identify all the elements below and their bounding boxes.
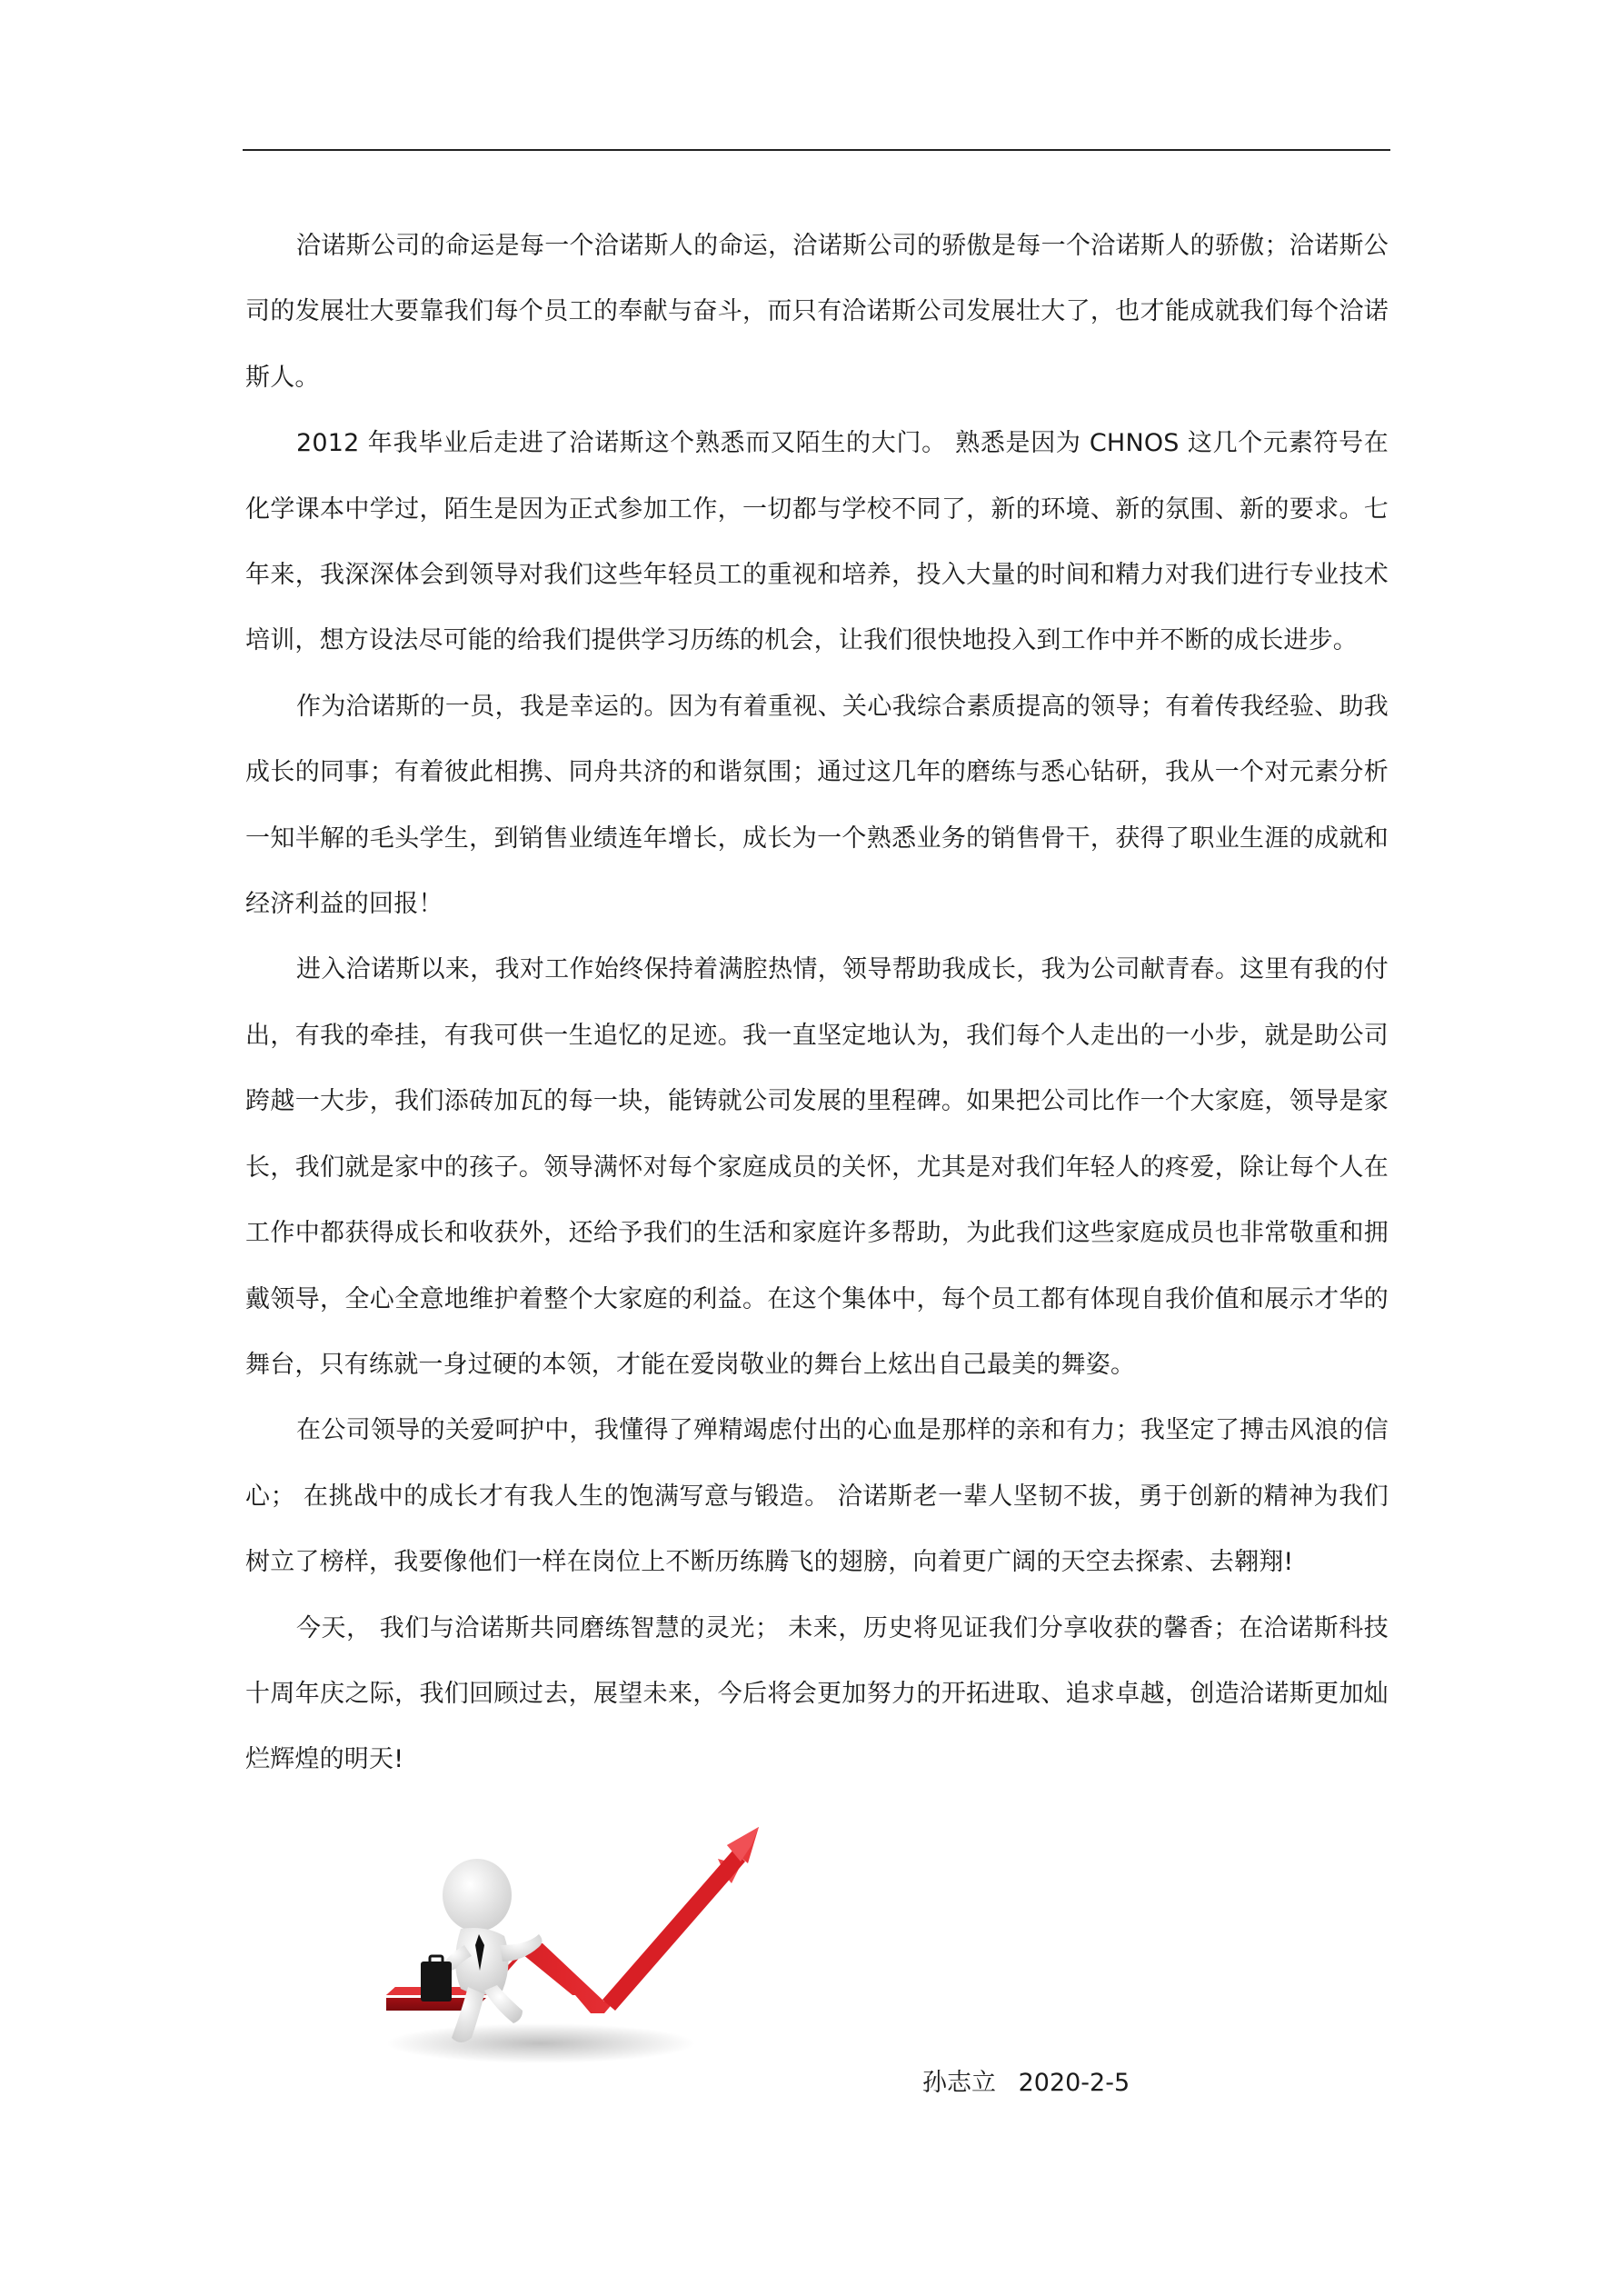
signature-line bbox=[922, 2065, 1130, 2101]
header-rule bbox=[243, 149, 1390, 151]
paragraph-4: 进入洽诺斯以来，我对工作始终保持着满腔热情，领导帮助我成长，我为公司献青春。这里有我的付出，有我的牵挂，有我可供一生追忆的足迹。我一直坚定地认为，我们每个人走出的一小步，就是助公司跨越一大步，我们添砖加瓦的每一块，能铸就公司发展的里程碑。如果把公司比作一个大家庭，领导是家长，我们就是家中的孩子。领导满怀对每个家庭成员的关怀，尤其是对我们年轻人的疼爱，除让每个人在工作中都获得成长和收获外，还给予我们的生活和家庭许多帮助，为此我们这些家庭成员也非常敬重和拥戴领导，全心全意地维护着整个大家庭的利益。在这个集体中，每个员工都有体现自我价值和展示才华的舞台，只有练就一身过硬的本领，才能在爱岗敬业的舞台上炫出自己最美的舞姿。 bbox=[245, 955, 1389, 1379]
letter-body bbox=[245, 214, 1389, 1793]
paragraph-5: 在公司领导的关爱呵护中，我懂得了殚精竭虑付出的心血是那样的亲和有力；我坚定了搏击风浪的信心； 在挑战中的成长才有我人生的饱满写意与锻造。 洽诺斯老一辈人坚韧不拔，勇于创新的精神为我们树立了榜样，我要像他们一样在岗位上不断历练腾飞的翅膀，向着更广阔的天空去探索、去翱翔! bbox=[245, 1416, 1389, 1577]
signature-date: 2020-2-5 bbox=[1018, 2069, 1130, 2097]
growth-illustration bbox=[377, 1809, 877, 2081]
figure-head bbox=[443, 1859, 512, 1932]
paragraph-1: 洽诺斯公司的命运是每一个洽诺斯人的命运，洽诺斯公司的骄傲是每一个洽诺斯人的骄傲；洽诺斯公司的发展壮大要靠我们每个员工的奉献与奋斗，而只有洽诺斯公司发展壮大了，也才能成就我们每个洽诺斯人。 bbox=[245, 232, 1389, 392]
paragraph-2: 2012 年我毕业后走进了洽诺斯这个熟悉而又陌生的大门。 熟悉是因为 CHNOS 这几个元素符号在化学课本中学过，陌生是因为正式参加工作，一切都与学校不同了，新的环境、新的氛围、新的要求。七年来，我深深体会到领导对我们这些年轻员工的重视和培养，投入大量的时间和精力对我们进行专业技术培训，想方设法尽可能的给我们提供学习历练的机会，让我们很快地投入到工作中并不断的成长进步。 bbox=[245, 429, 1389, 655]
figure-right-leg bbox=[484, 1985, 523, 2023]
ground-shadow bbox=[386, 2023, 695, 2063]
paragraph-6: 今天， 我们与洽诺斯共同磨练智慧的灵光； 未来，历史将见证我们分享收获的馨香；在洽诺斯科技十周年庆之际，我们回顾过去，展望未来，今后将会更加努力的开拓进取、追求卓越，创造洽诺斯更加灿烂辉煌的明天! bbox=[245, 1613, 1389, 1774]
briefcase bbox=[421, 1962, 452, 2002]
figure bbox=[421, 1859, 543, 2042]
signature-name: 孙志立 bbox=[922, 2069, 996, 2097]
white-figure-with-red-rising-arrow-icon bbox=[377, 1809, 877, 2081]
paragraph-3: 作为洽诺斯的一员，我是幸运的。因为有着重视、关心我综合素质提高的领导；有着传我经验、助我成长的同事；有着彼此相携、同舟共济的和谐氛围；通过这几年的磨练与悉心钻研，我从一个对元素分析一知半解的毛头学生，到销售业绩连年增长，成长为一个熟悉业务的销售骨干，获得了职业生涯的成就和经济利益的回报！ bbox=[245, 692, 1389, 919]
